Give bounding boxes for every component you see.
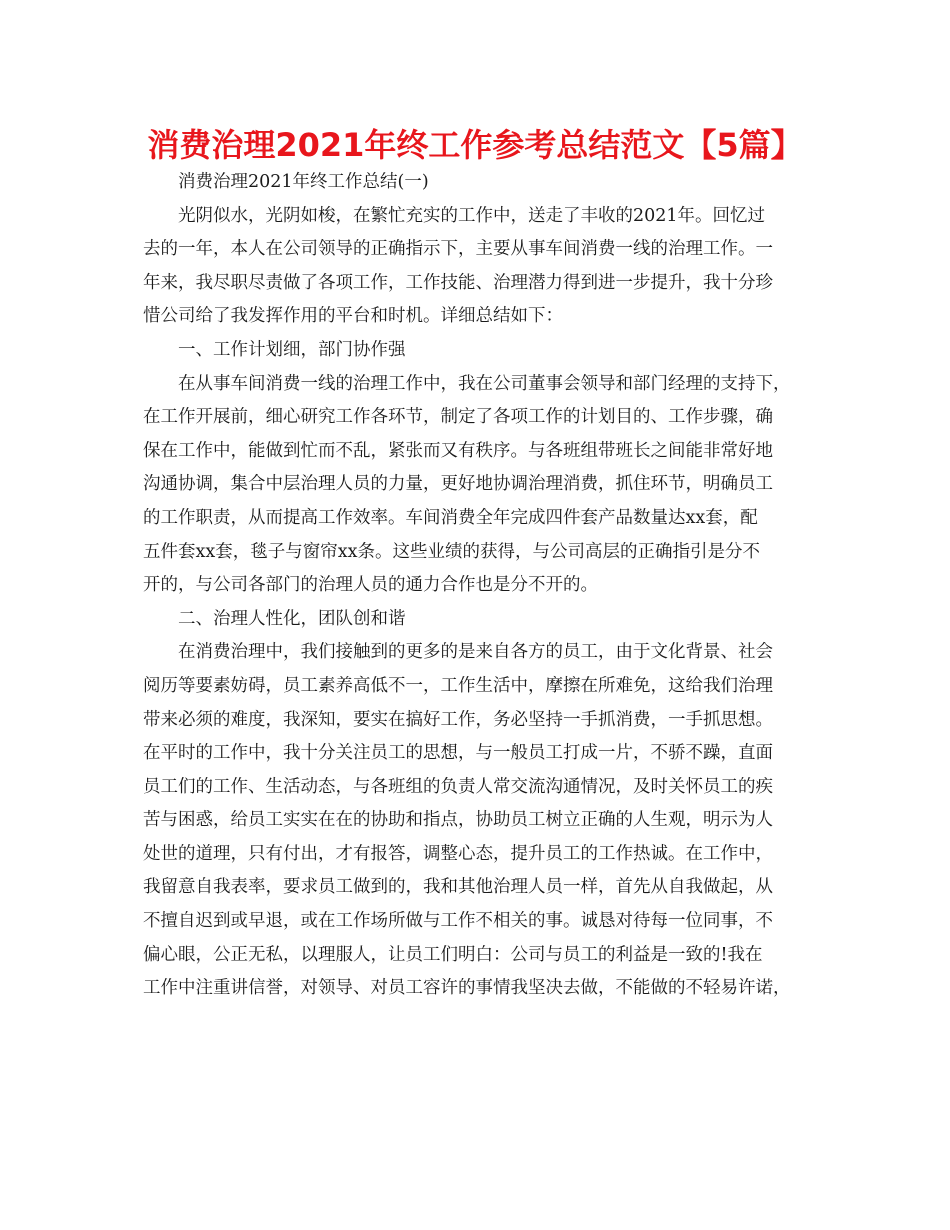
text-line: 我留意自我表率，要求员工做到的，我和其他治理人员一样，首先从自我做起，从 (143, 877, 773, 898)
text-line: 带来必须的难度，我深知，要实在搞好工作，务必坚持一手抓消费，一手抓思想。 (143, 709, 773, 730)
text-line: 不擅自迟到或早退，或在工作场所做与工作不相关的事。诚恳对待每一位同事，不 (143, 911, 773, 932)
text-line: 沟通协调，集合中层治理人员的力量，更好地协调治理消费，抓住环节，明确员工 (143, 474, 773, 495)
text-line: 工作中注重讲信誉，对领导、对员工容许的事情我坚决去做，不能做的不轻易许诺， (143, 978, 791, 999)
text-line: 偏心眼，公正无私，以理服人，让员工们明白：公司与员工的利益是一致的!我在 (143, 944, 763, 965)
text-line: 处世的道理，只有付出，才有报答，调整心态，提升员工的工作热诚。在工作中， (143, 843, 773, 864)
text-line: 在平时的工作中，我十分关注员工的思想，与一般员工打成一片，不骄不躁，直面 (143, 743, 773, 764)
text-line: 开的，与公司各部门的治理人员的通力合作也是分不开的。 (143, 575, 598, 596)
text-line: 光阴似水，光阴如梭，在繁忙充实的工作中，送走了丰收的2021年。回忆过 (178, 205, 766, 226)
section-heading: 一、工作计划细，部门协作强 (178, 339, 406, 360)
text-line: 在从事车间消费一线的治理工作中，我在公司董事会领导和部门经理的支持下， (178, 373, 791, 394)
text-line: 五件套xx套，毯子与窗帘xx条。这些业绩的获得，与公司高层的正确指引是分不 (143, 541, 760, 562)
text-line: 消费治理2021年终工作总结(一) (178, 172, 429, 192)
text-line: 阅历等要素妨碍，员工素养高低不一，工作生活中，摩擦在所难免，这给我们治理 (143, 675, 773, 696)
document-body (143, 166, 827, 1006)
text-line: 去的一年，本人在公司领导的正确指示下，主要从事车间消费一线的治理工作。一 (143, 239, 773, 260)
text-line: 年来，我尽职尽责做了各项工作，工作技能、治理潜力得到进一步提升，我十分珍 (143, 272, 773, 293)
document-title: 消费治理2021年终工作参考总结范文【5篇】 (147, 126, 803, 164)
text-line: 员工们的工作、生活动态，与各班组的负责人常交流沟通情况，及时关怀员工的疾 (143, 776, 773, 797)
text-line: 保在工作中，能做到忙而不乱，紧张而又有秩序。与各班组带班长之间能非常好地 (143, 440, 773, 461)
text-line: 在工作开展前，细心研究工作各环节，制定了各项工作的计划目的、工作步骤，确 (143, 407, 773, 428)
text-line: 惜公司给了我发挥作用的平台和时机。详细总结如下： (143, 306, 563, 327)
section-heading: 二、治理人性化，团队创和谐 (178, 608, 406, 629)
text-line: 在消费治理中，我们接触到的更多的是来自各方的员工，由于文化背景、社会 (178, 642, 773, 663)
text-line: 苦与困惑，给员工实实在在的协助和指点，协助员工树立正确的人生观，明示为人 (143, 810, 773, 831)
text-line: 的工作职责，从而提高工作效率。车间消费全年完成四件套产品数量达xx套，配 (143, 507, 758, 528)
